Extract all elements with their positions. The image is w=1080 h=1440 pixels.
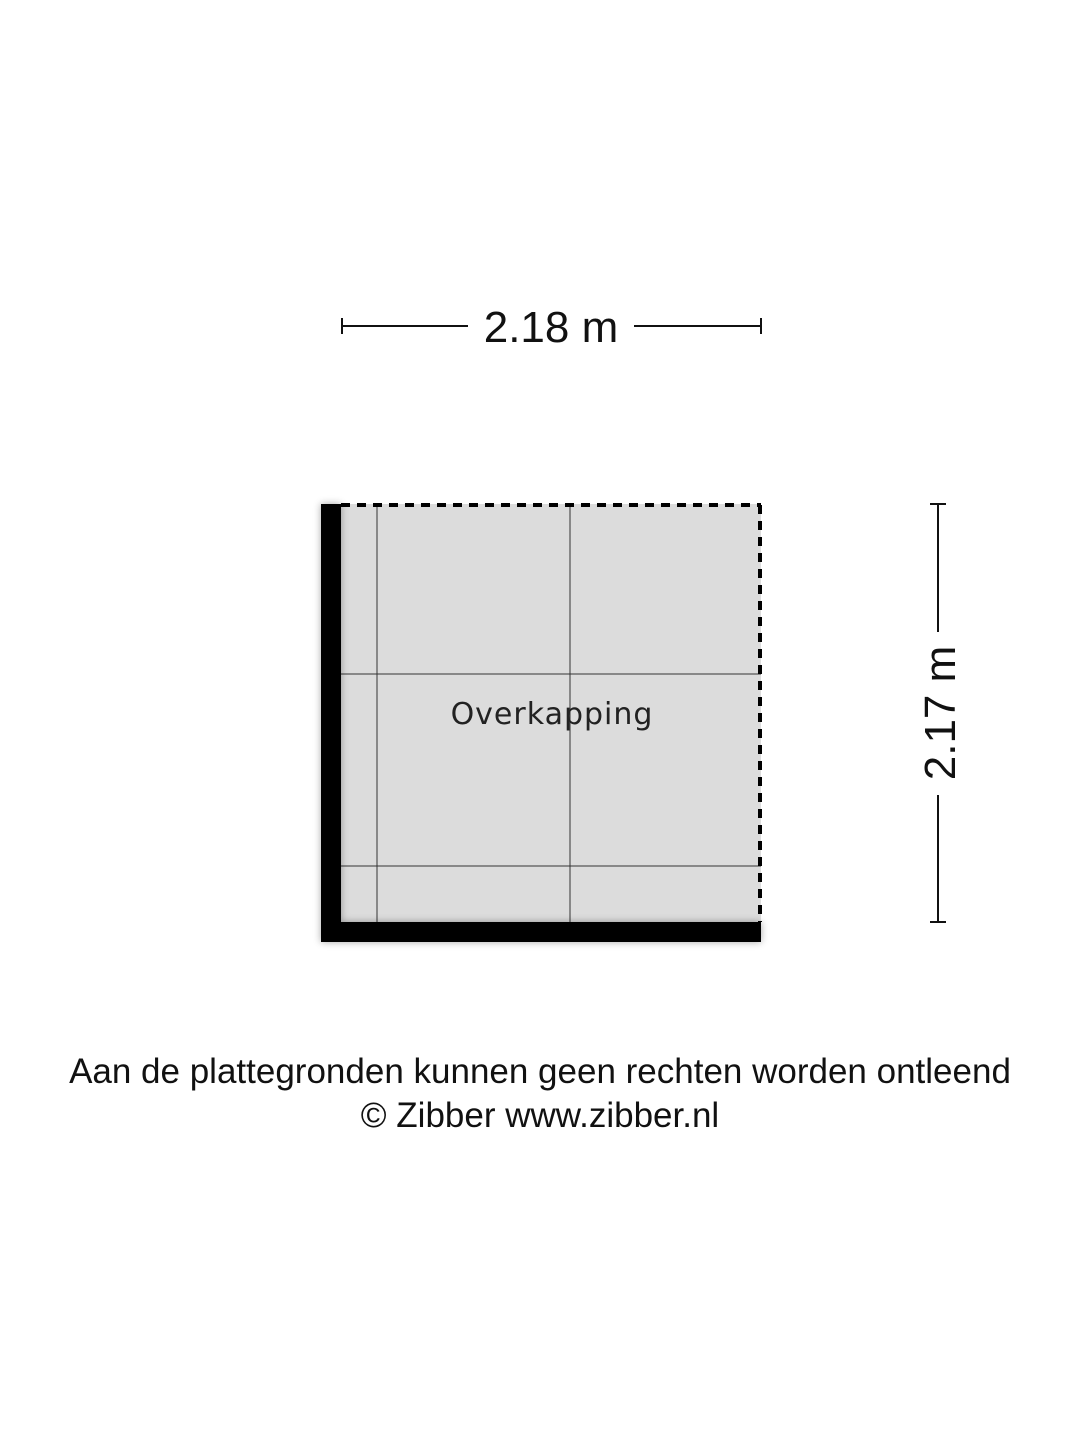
wall-left (321, 504, 341, 942)
room-name-label: Overkapping (450, 697, 654, 732)
room-overkapping (321, 504, 761, 942)
copyright-text: © Zibber www.zibber.nl (360, 1096, 720, 1135)
height-dimension (916, 504, 965, 922)
wall-bottom (321, 922, 761, 942)
footer-notice (0, 1050, 1080, 1138)
disclaimer-text: Aan de plattegronden kunnen geen rechten worden ontleend (69, 1052, 1011, 1091)
height-label: 2.17 m (916, 645, 965, 781)
width-label: 2.18 m (483, 303, 619, 352)
width-dimension (342, 303, 761, 352)
